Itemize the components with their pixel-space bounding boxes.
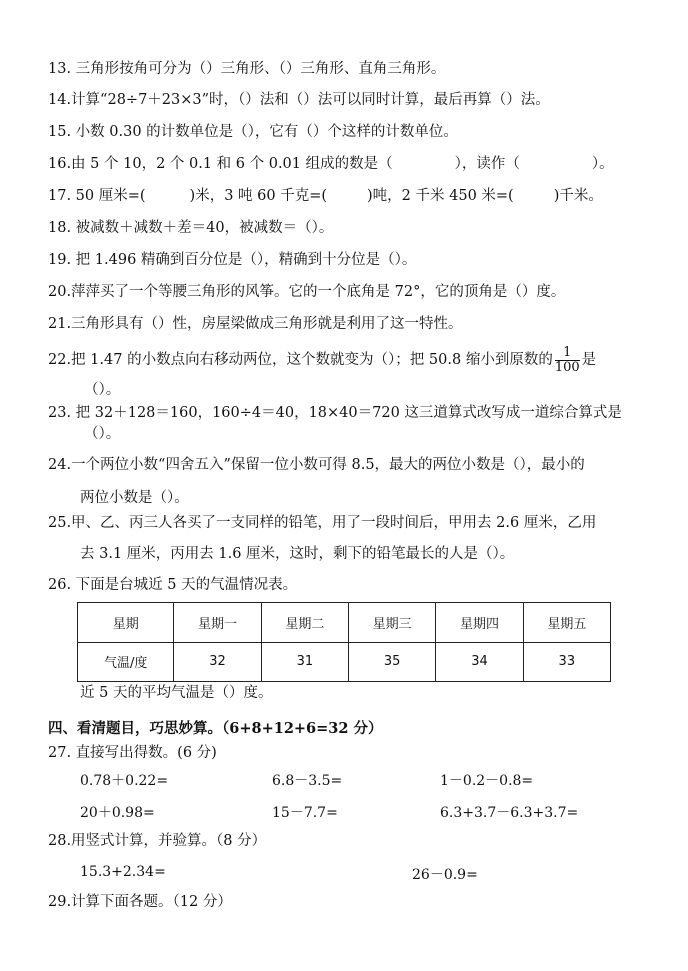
question-19: 19. 把 1.496 精确到百分位是（），精确到十分位是（）。 xyxy=(48,252,417,268)
table-cell: 33 xyxy=(523,642,610,682)
question-22-answer: （）。 xyxy=(84,382,121,398)
fraction-1-100 xyxy=(555,346,580,375)
question-25: 25.甲、乙、丙三人各买了一支同样的铅笔，用了一段时间后，甲用去 2.6 厘米，乙用 xyxy=(48,515,597,531)
calc-item: 20＋0.98= xyxy=(80,805,155,821)
table-cell: 32 xyxy=(174,642,261,682)
table-cell: 星期五 xyxy=(523,603,610,643)
question-25-cont: 去 3.1 厘米，丙用去 1.6 厘米，这时，剩下的铅笔最长的人是（）。 xyxy=(80,546,515,562)
question-26: 26. 下面是台城近 5 天的气温情况表。 xyxy=(48,577,298,593)
question-17 xyxy=(48,187,603,205)
question-17-part3: )吨，2 千米 450 米=( xyxy=(367,188,514,204)
question-24: 24.一个两位小数“四舍五入”保留一位小数可得 8.5，最大的两位小数是（），最小的 xyxy=(48,457,585,473)
calc-item: 6.8－3.5= xyxy=(272,773,343,789)
fraction-denominator: 100 xyxy=(554,359,580,375)
table-cell: 星期一 xyxy=(174,603,261,643)
calc-item: 6.3+3.7－6.3+3.7= xyxy=(440,805,579,821)
section-4-heading: 四、看清题目，巧思妙算。（6+8+12+6=32 分） xyxy=(48,720,383,737)
question-18: 18. 被减数＋减数＋差＝40，被减数＝（）。 xyxy=(48,220,334,236)
question-23-answer: （）。 xyxy=(84,426,121,442)
table-row xyxy=(78,642,611,682)
question-22 xyxy=(48,343,596,377)
question-16 xyxy=(48,155,614,173)
table-header-row xyxy=(78,603,611,643)
question-20: 20.萍萍买了一个等腰三角形的风筝。它的一个底角是 72°，它的顶角是（）度。 xyxy=(48,284,566,300)
calc-item: 15.3+2.34= xyxy=(80,864,166,880)
question-17-part2: )米，3 吨 60 千克=( xyxy=(189,188,328,204)
question-28: 28.用竖式计算，并验算。（8 分） xyxy=(48,833,267,849)
table-cell: 星期四 xyxy=(436,603,523,643)
question-27: 27. 直接写出得数。(6 分) xyxy=(48,745,217,761)
question-22-text: 22.把 1.47 的小数点向右移动两位，这个数就变为（）；把 50.8 缩小到原数的 xyxy=(48,352,553,368)
table-cell: 35 xyxy=(349,642,436,682)
question-16-part2: ），读作（ xyxy=(454,156,520,172)
calc-item: 0.78＋0.22= xyxy=(80,773,169,789)
calc-item: 26－0.9= xyxy=(412,867,478,883)
question-15: 15. 小数 0.30 的计数单位是（），它有（）个这样的计数单位。 xyxy=(48,124,458,140)
question-29: 29.计算下面各题。（12 分） xyxy=(48,894,232,910)
question-16-part1: 16.由 5 个 10，2 个 0.1 和 6 个 0.01 组成的数是（ xyxy=(48,156,393,172)
question-23: 23. 把 32＋128＝160，160÷4＝40，18×40＝720 这三道算式改写成一道综合算式是 xyxy=(48,405,622,421)
question-22-suffix: 是 xyxy=(581,352,597,368)
question-17-part4: )千米。 xyxy=(553,188,603,204)
calc-item: 1－0.2－0.8= xyxy=(440,773,534,789)
calc-item: 15－7.7= xyxy=(272,805,338,821)
question-17-part1: 17. 50 厘米=( xyxy=(48,188,146,204)
table-cell: 星期二 xyxy=(261,603,348,643)
question-14: 14.计算“28÷7＋23×3”时，（）法和（）法可以同时计算，最后再算（）法。 xyxy=(48,92,550,108)
table-cell: 34 xyxy=(436,642,523,682)
table-cell: 31 xyxy=(261,642,348,682)
question-13: 13. 三角形按角可分为（）三角形、（）三角形、直角三角形。 xyxy=(48,61,446,77)
table-cell: 星期 xyxy=(78,603,174,643)
fraction-numerator: 1 xyxy=(555,346,580,361)
question-21: 21.三角形具有（）性，房屋梁做成三角形就是利用了这一特性。 xyxy=(48,316,463,332)
question-16-part3: ）。 xyxy=(591,156,614,172)
table-cell: 星期三 xyxy=(349,603,436,643)
table-cell: 气温/度 xyxy=(78,642,174,682)
question-26-followup: 近 5 天的平均气温是（）度。 xyxy=(80,685,273,701)
temperature-table xyxy=(77,602,611,682)
question-24-cont: 两位小数是（）。 xyxy=(80,490,189,506)
